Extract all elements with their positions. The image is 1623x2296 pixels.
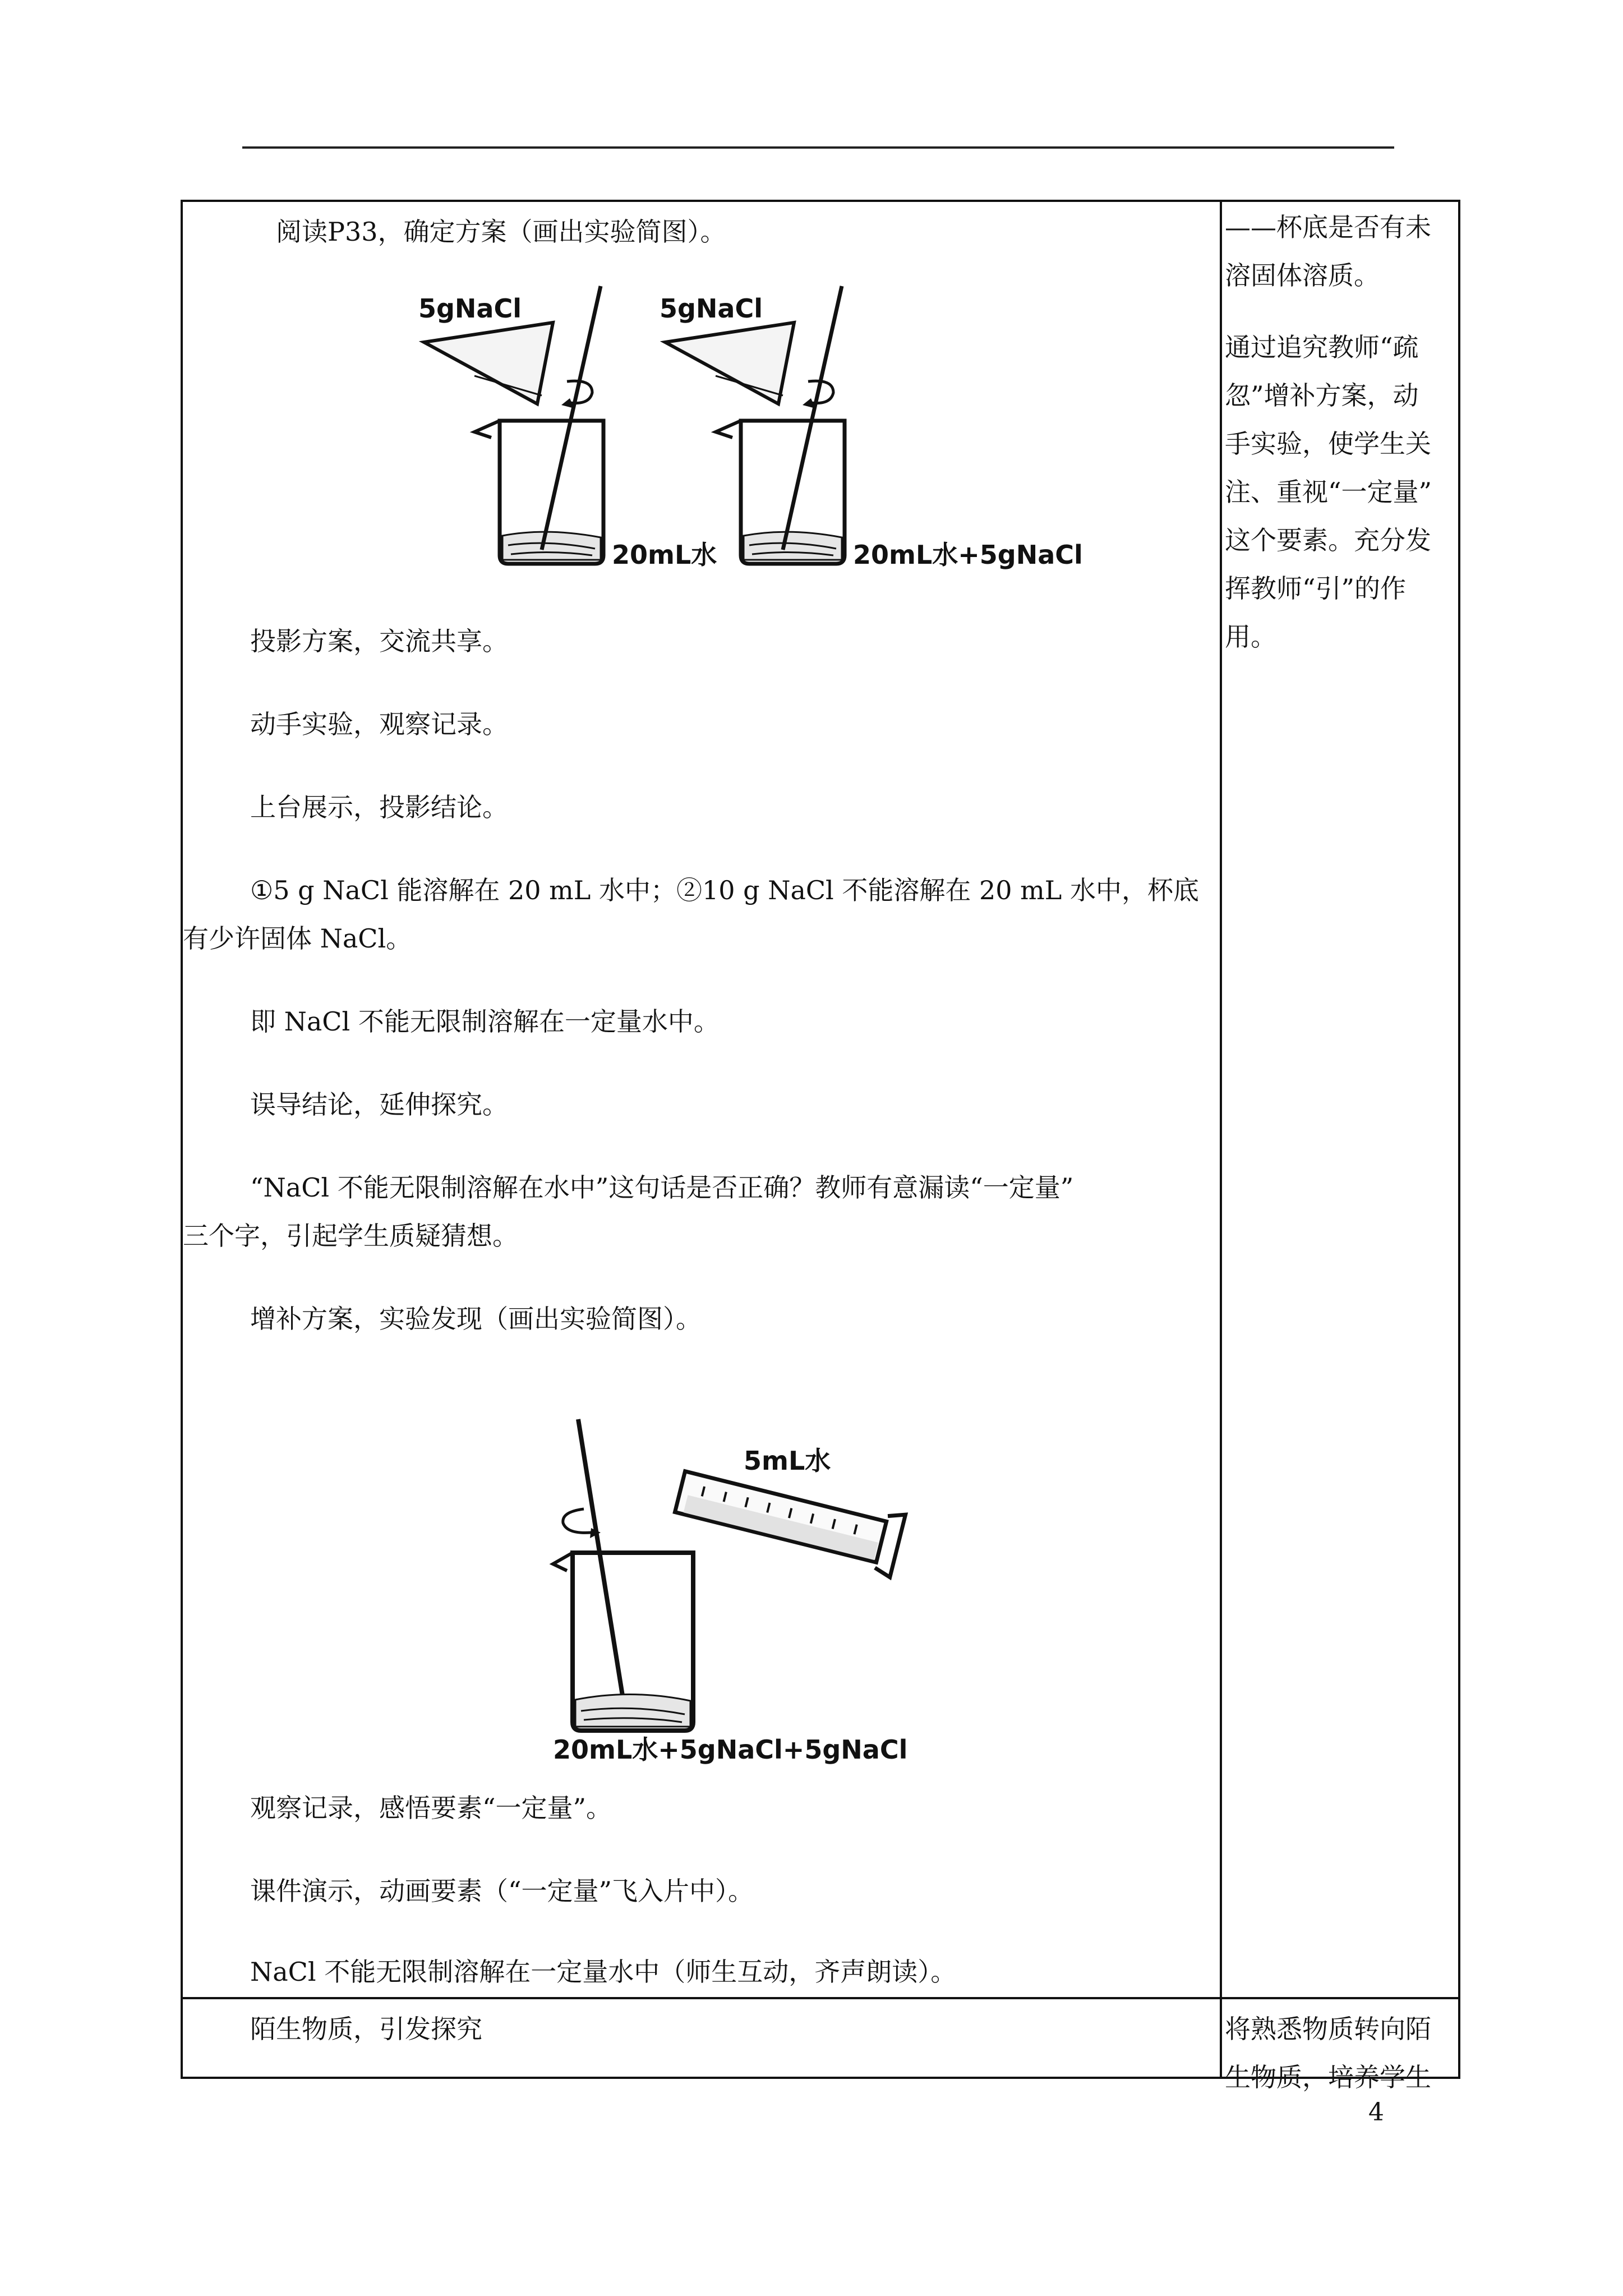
page-number: 4 (1368, 2098, 1384, 2127)
lesson-table (181, 200, 1460, 2092)
side-note-3-line: 生物质，培养学生 (1225, 2062, 1431, 2092)
para-conclusion: 即 NaCl 不能无限制溶解在一定量水中。 (250, 1006, 720, 1037)
para-project: 投影方案，交流共享。 (250, 626, 508, 656)
side-note-1-line: ——杯底是否有未 (1225, 212, 1431, 242)
para-read: 阅读P33，确定方案（画出实验简图）。 (276, 217, 726, 247)
figure-beakers-comparison (407, 280, 1083, 572)
para-supplement: 增补方案，实验发现（画出实验简图）。 (250, 1304, 702, 1334)
label-cylinder: 5mL水 (744, 1446, 831, 1476)
para-mislead: 误导结论，延伸探究。 (250, 1089, 508, 1120)
side-note-1-line: 溶固体溶质。 (1225, 260, 1380, 291)
label-beaker-left: 20mL水 (612, 540, 717, 570)
para-next: 陌生物质，引发探究 (250, 2014, 482, 2044)
label-beaker: 20mL水+5gNaCl+5gNaCl (553, 1734, 908, 1765)
side-note-2-line: 用。 (1225, 622, 1276, 652)
side-note-3 (1225, 2005, 1460, 2101)
para-result-line2: 有少许固体 NaCl。 (183, 923, 412, 954)
side-note-2 (1225, 323, 1460, 661)
para-show: 上台展示，投影结论。 (250, 792, 508, 822)
label-beaker-right: 20mL水+5gNaCl (853, 540, 1083, 570)
para-question-line1: “NaCl 不能无限制溶解在水中”这句话是否正确？教师有意漏读“一定量” (250, 1172, 1074, 1203)
beaker-left-lip (474, 421, 500, 438)
stir-rod (578, 1419, 626, 1717)
beaker-left-setup (418, 286, 717, 570)
para-observe: 观察记录，感悟要素“一定量”。 (250, 1793, 612, 1823)
paper-salt-right (665, 323, 794, 404)
side-note-3-line: 将熟悉物质转向陌 (1225, 2014, 1431, 2044)
side-note-2-line: 注、重视“一定量” (1225, 477, 1432, 507)
beaker-right-lip (716, 421, 741, 438)
side-note-1 (1225, 203, 1460, 300)
side-note-2-line: 忽”增补方案，动 (1225, 380, 1419, 411)
side-note-2-line: 挥教师“引”的作 (1225, 573, 1407, 604)
graduated-cylinder (672, 1460, 906, 1577)
para-experiment: 动手实验，观察记录。 (250, 709, 508, 739)
para-question-line2: 三个字，引起学生质疑猜想。 (183, 1221, 518, 1251)
label-salt-right: 5gNaCl (660, 293, 763, 324)
paper-salt-left (424, 323, 553, 404)
label-salt-left: 5gNaCl (418, 293, 522, 324)
column-divider (1220, 202, 1222, 2079)
para-final: NaCl 不能无限制溶解在一定量水中（师生互动，齐声朗读）。 (250, 1957, 957, 1987)
side-note-2-line: 这个要素。充分发 (1225, 525, 1431, 555)
side-note-2-line: 手实验，使学生关 (1225, 429, 1431, 459)
row-divider (183, 1997, 1458, 1999)
figure-supplement-experiment (547, 1408, 974, 1765)
para-result-line1: ①5 g NaCl 能溶解在 20 mL 水中；②10 g NaCl 不能溶解在 20 mL 水中，杯底 (250, 875, 1199, 905)
header-rule (242, 146, 1394, 149)
para-courseware: 课件演示，动画要素（“一定量”飞入片中）。 (250, 1876, 754, 1906)
beaker-right-setup (660, 286, 1083, 570)
side-note-2-line: 通过追究教师“疏 (1225, 332, 1419, 362)
